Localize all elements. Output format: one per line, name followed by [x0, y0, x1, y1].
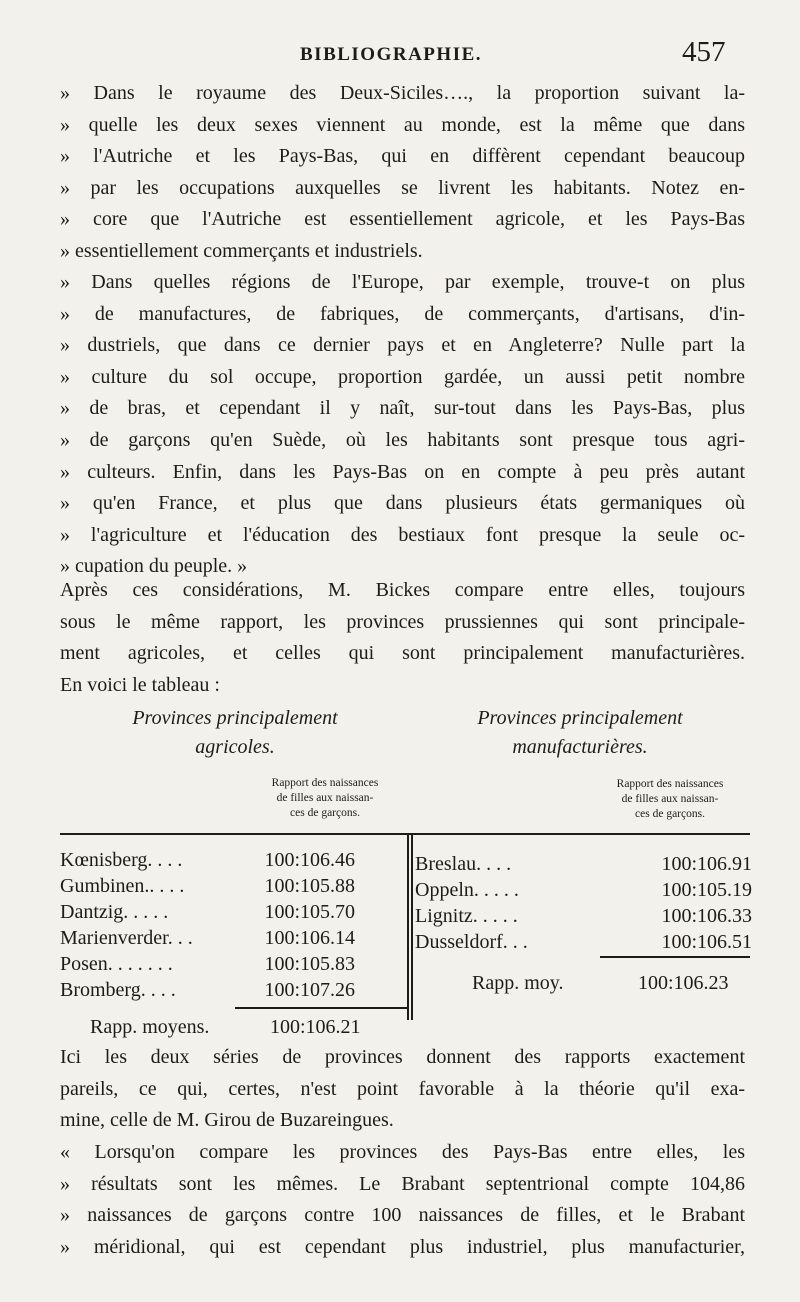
province-name: Lignitz. . . . . [415, 905, 518, 927]
right-average-value: 100:106.23 [638, 972, 729, 994]
province-name: Gumbinen.. . . . [60, 875, 185, 897]
table-row [415, 929, 752, 955]
text-line: » culture du sol occupe, proportion gardée, un aussi petit nombre [60, 365, 745, 388]
province-name: Posen. . . . . . . [60, 953, 173, 975]
header-line: ces de garçons. [635, 808, 705, 820]
text-line: » essentiellement commerçants et industriels. [60, 239, 423, 262]
header-line: Rapport des naissances [616, 778, 724, 790]
table-row [60, 925, 355, 951]
right-average-label: Rapp. moy. [472, 972, 564, 994]
text-line: » de manufactures, de fabriques, de commerçants, d'artisans, d'in- [60, 302, 745, 325]
page-number: 457 [682, 36, 726, 68]
ratio-value: 100:105.70 [264, 901, 355, 923]
column-divider-rule [411, 835, 413, 1020]
table-row [415, 903, 752, 929]
text-line: « Lorsqu'on compare les provinces des Pays-Bas entre elles, les [60, 1141, 745, 1163]
table-row [60, 977, 355, 1003]
province-name: Marienverder. . . [60, 927, 193, 949]
text-line: » par les occupations auxquelles se livrent les habitants. Notez en- [60, 176, 745, 199]
left-average-value: 100:106.21 [270, 1016, 361, 1038]
header-line: ces de garçons. [290, 807, 360, 819]
column-title-line: manufacturières. [512, 736, 648, 758]
ratio-value: 100:106.51 [661, 931, 752, 953]
paragraph-1 [60, 78, 745, 268]
text-line: Après ces considérations, M. Bickes compare entre elles, toujours [60, 579, 745, 601]
text-line: En voici le tableau : [60, 673, 220, 696]
text-line: mine, celle de M. Girou de Buzareingues. [60, 1109, 394, 1132]
text-line: » quelle les deux sexes viennent au monde, est la même que dans [60, 113, 745, 136]
table-row [60, 873, 355, 899]
text-line: sous le même rapport, les provinces prussiennes qui sont principale- [60, 610, 745, 633]
column-title-line: Provinces principalement [132, 707, 338, 729]
paragraph-3 [60, 575, 745, 701]
text-line: » culteurs. Enfin, dans les Pays-Bas on en compte à peu près autant [60, 460, 745, 483]
table-row [415, 877, 752, 903]
ratio-value: 100:106.46 [264, 849, 355, 871]
running-title: BIBLIOGRAPHIE. [300, 44, 483, 65]
agricultural-column-title [60, 704, 410, 762]
ratio-value: 100:107.26 [264, 979, 355, 1001]
text-line: » qu'en France, et plus que dans plusieurs états germaniques où [60, 492, 745, 515]
province-name: Kœnisberg. . . . [60, 849, 183, 871]
province-name: Bromberg. . . . [60, 979, 176, 1001]
table-row [415, 851, 752, 877]
paragraph-4 [60, 1042, 745, 1137]
left-average-label: Rapp. moyens. [90, 1016, 210, 1038]
text-line: » core que l'Autriche est essentiellement agricole, et les Pays-Bas [60, 208, 745, 231]
paragraph-5 [60, 1137, 745, 1263]
paragraph-2 [60, 267, 745, 583]
table-top-rule [60, 833, 750, 835]
header-line: Rapport des naissances [271, 777, 379, 789]
text-line: » Dans quelles régions de l'Europe, par exemple, trouve-t on plus [60, 271, 745, 293]
province-name: Oppeln. . . . . [415, 879, 519, 901]
text-line: » Dans le royaume des Deux-Siciles…., la proportion suivant la- [60, 82, 745, 104]
header-line: de filles aux naissan- [621, 793, 719, 805]
text-line: Ici les deux séries de provinces donnent des rapports exactement [60, 1046, 745, 1068]
text-line: » résultats sont les mêmes. Le Brabant septentrional compte 104,86 [60, 1172, 745, 1195]
text-line: » naissances de garçons contre 100 naissances de filles, et le Brabant [60, 1204, 745, 1227]
ratio-value: 100:106.14 [264, 927, 355, 949]
page-header [0, 36, 800, 80]
manufacturing-column-title [420, 704, 740, 762]
ratio-value: 100:106.91 [661, 853, 752, 875]
column-title-line: Provinces principalement [477, 707, 683, 729]
ratio-value: 100:105.83 [264, 953, 355, 975]
text-line: » de garçons qu'en Suède, où les habitants sont presque tous agri- [60, 428, 745, 451]
text-line: » l'Autriche et les Pays-Bas, qui en diffèrent cependant beaucoup [60, 145, 745, 168]
birth-ratio-table [60, 700, 750, 1040]
text-line: » cupation du peuple. » [60, 555, 248, 578]
text-line: » de bras, et cependant il y naît, sur-tout dans les Pays-Bas, plus [60, 397, 745, 420]
table-row [60, 847, 355, 873]
text-line: » l'agriculture et l'éducation des bestiaux font presque la seule oc- [60, 523, 745, 546]
column-divider-rule [407, 835, 409, 1020]
province-name: Dusseldorf. . . [415, 931, 528, 953]
header-line: de filles aux naissan- [276, 792, 374, 804]
agricultural-ratio-header [240, 776, 410, 821]
manufacturing-ratio-header [580, 777, 760, 822]
right-sum-rule [600, 956, 750, 958]
text-line: ment agricoles, et celles qui sont principalement manufacturières. [60, 642, 745, 665]
text-line: » méridional, qui est cependant plus industriel, plus manufacturier, [60, 1235, 745, 1258]
ratio-value: 100:105.19 [661, 879, 752, 901]
table-row [60, 899, 355, 925]
left-sum-rule [235, 1007, 407, 1009]
province-name: Breslau. . . . [415, 853, 512, 875]
ratio-value: 100:106.33 [661, 905, 752, 927]
text-line: pareils, ce qui, certes, n'est point favorable à la théorie qu'il exa- [60, 1077, 745, 1100]
column-title-line: agricoles. [195, 736, 275, 758]
text-line: » dustriels, que dans ce dernier pays et en Angleterre? Nulle part la [60, 334, 745, 357]
ratio-value: 100:105.88 [264, 875, 355, 897]
table-row [60, 951, 355, 977]
province-name: Dantzig. . . . . [60, 901, 169, 923]
